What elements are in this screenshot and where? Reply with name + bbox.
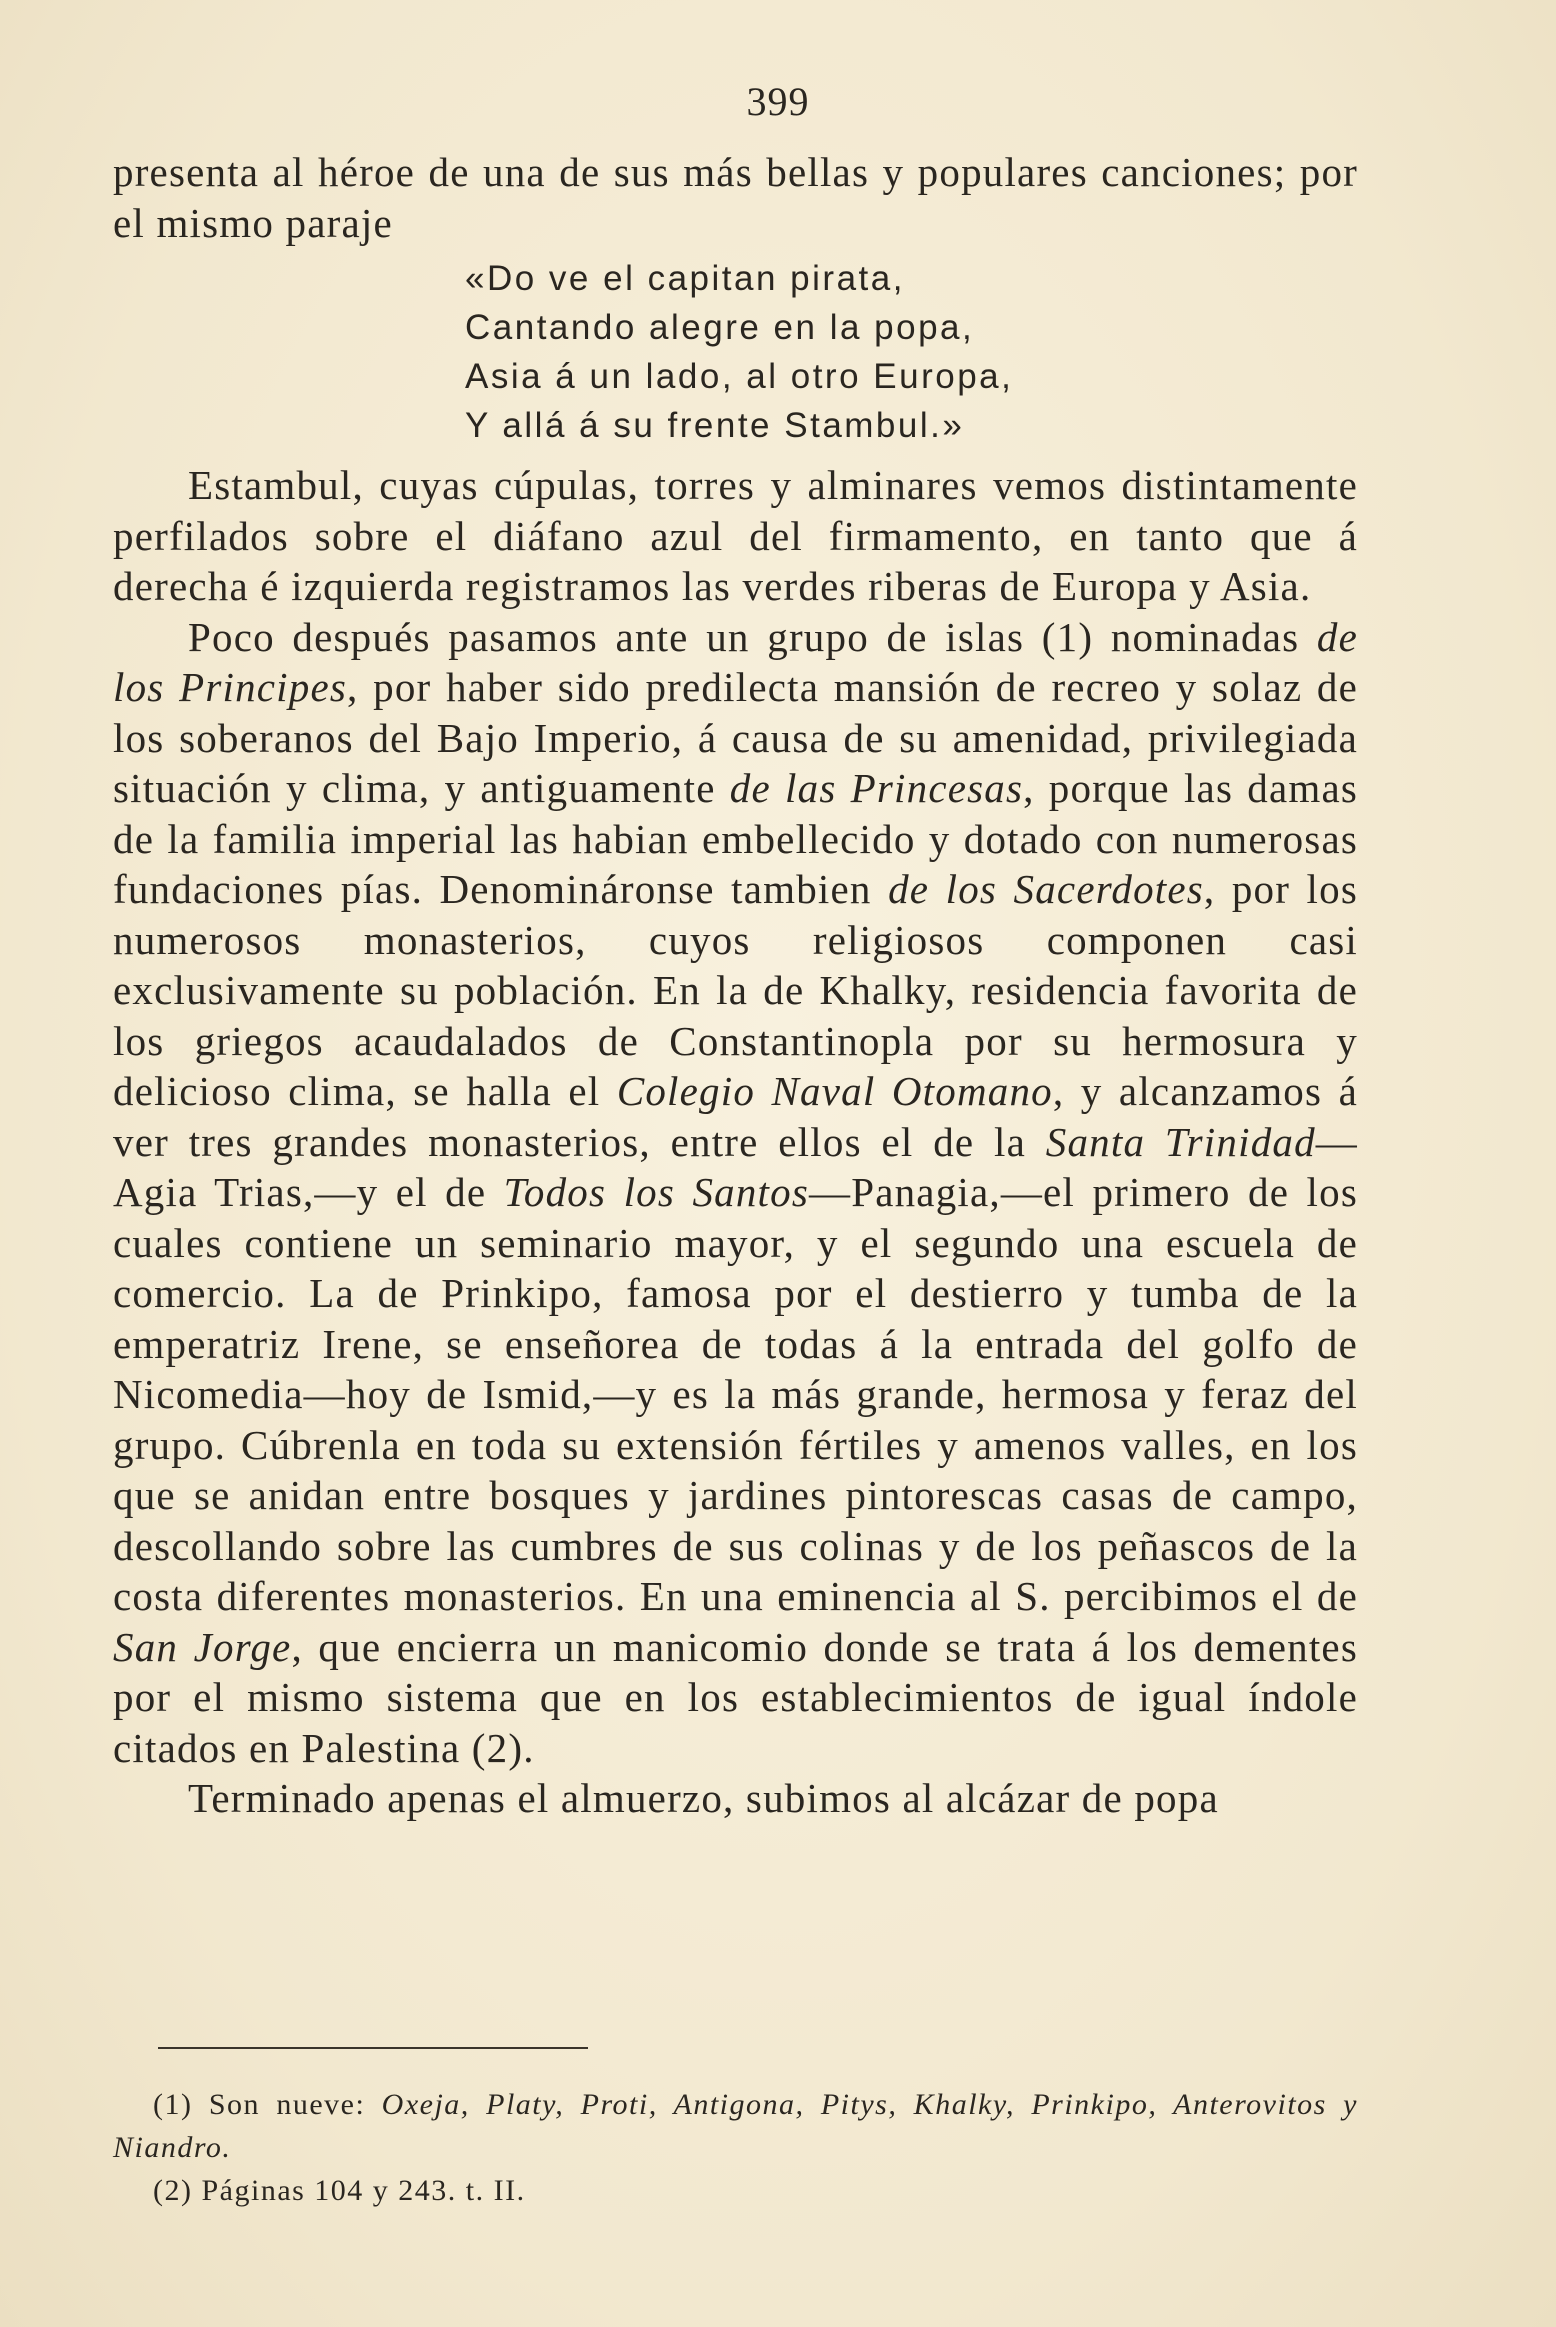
italic-term: Colegio Naval Otomano (616, 1068, 1053, 1114)
text-run: , y alcanzamos á ver tres grandes monasterios, entre ellos el de la (113, 1068, 1359, 1165)
paragraph-intro: presenta al héroe de una de sus más bellas y populares canciones; por el mismo paraje (113, 149, 1358, 246)
verse-line: Y allá á su frente Stambul.» (465, 406, 965, 445)
italic-term: Todos los Santos (503, 1169, 809, 1215)
footnote-lead: (1) Son nueve: (153, 2088, 382, 2121)
italic-term: de los Sacerdotes (888, 866, 1204, 912)
text-run: , por los numerosos monasterios, cuyos religiosos componen casi exclusivamente su población. En la de Khalky, residencia favorita de los griegos acaudalados de Constantinopla por su hermosura y delicioso clima, se halla el (113, 866, 1358, 1114)
italic-term: San Jorge (113, 1623, 292, 1670)
text-run: —Agia Trias,—y el de (113, 1118, 1358, 1215)
verse-line: «Do ve el capitan pirata, (465, 259, 905, 298)
footnote-1 (113, 2083, 1358, 2169)
footnote-2: (2) Páginas 104 y 243. t. II. (153, 2174, 526, 2207)
text-run: , porque las damas de la familia imperial las habian embellecido y dotado con numerosas fundaciones pías. Denomináronse tambien (113, 765, 1358, 912)
text-run: , por haber sido predilecta mansión de recreo y solaz de los soberanos del Bajo Imperio, á causa de su amenidad, privilegiada situación y clima, y antiguamente (113, 664, 1358, 811)
text-run: —Panagia,—el primero de los cuales contiene un seminario mayor, y el segundo una escuela de comercio. La de Prinkipo, famosa por el destierro y tumba de la emperatriz Irene, se enseñorea de todas á la entrada del golfo de Nicomedia—hoy de Ismid,—y es la más grande, hermosa y feraz del grupo. Cúbrenla en toda su extensión fértiles y amenos valles, en los que se anidan entre bosques y jardines pintorescas casas de campo, descollando sobre las cumbres de sus colinas y de los peñascos de la costa diferentes monasterios. En una eminencia al S. percibimos el de (113, 1169, 1359, 1619)
italic-term: de los Principes (113, 613, 1358, 710)
footnote-italic: Oxeja, Platy, Proti, Antigona, Pitys, Khalky, Prinkipo, Anterovitos y Niandro. (113, 2088, 1358, 2164)
text-run: , que encierra un manicomio donde se trata á los dementes por el mismo sistema que en los establecimientos de igual índole citados en Palestina (2). (113, 1623, 1358, 1771)
page-number: 399 (746, 79, 810, 124)
paragraph-final: Terminado apenas el almuerzo, subimos al alcázar de popa (188, 1775, 1219, 1821)
footnote-divider (158, 2047, 588, 2049)
italic-term: de las Princesas (729, 765, 1024, 811)
paragraph-estambul: Estambul, cuyas cúpulas, torres y alminares vemos distintamente perfilados sobre el diáfano azul del firmamento, en tanto que á derecha é izquierda registramos las verdes riberas de Europa y Asia. (113, 462, 1358, 609)
italic-term: Santa Trinidad (1045, 1118, 1316, 1165)
paragraph-islands (113, 612, 1358, 1774)
footnotes (113, 2083, 1358, 2212)
verse-line: Asia á un lado, al otro Europa, (465, 357, 1014, 396)
text-run: Poco después pasamos ante un grupo de islas (1) nominadas (188, 613, 1317, 660)
verse-line: Cantando alegre en la popa, (465, 308, 975, 347)
verse-quote (465, 254, 1358, 450)
main-text (113, 147, 1358, 1824)
